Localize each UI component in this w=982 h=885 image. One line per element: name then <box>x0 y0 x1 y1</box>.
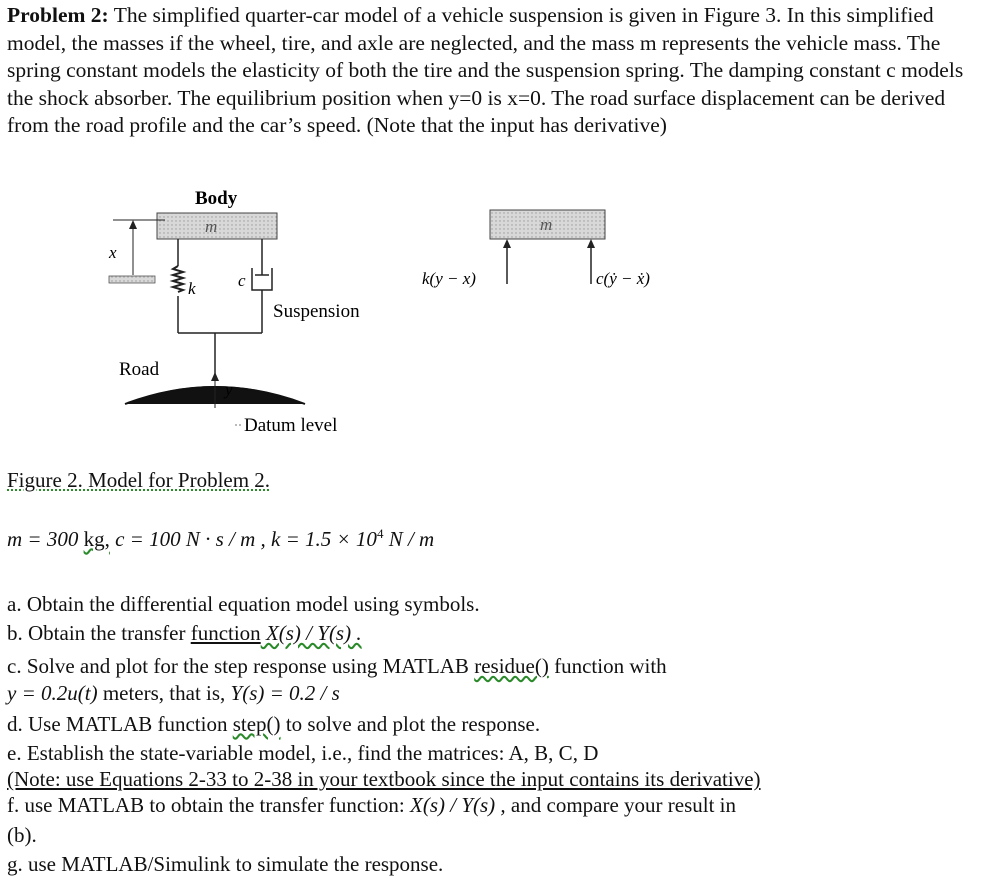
question-c <box>7 652 975 681</box>
problem-text: The simplified quarter-car model of a vehicle suspension is given in Figure 3. In this simplified model, the masses if the wheel, tire, and axle are neglected, and the mass m represents the vehicle mass. The spring constant models the elasticity of both the tire and the suspension spring. The damping constant c models the shock absorber. The equilibrium position when y=0 is x=0. The road surface displacement can be derived from the road profile and the car’s speed. (Note that the input has derivative) <box>7 3 964 138</box>
question-d-function: step() <box>232 711 281 736</box>
question-d-text: d. Use MATLAB function <box>7 711 233 736</box>
question-c-function: residue() <box>474 654 549 679</box>
question-list <box>7 590 975 879</box>
x-label: x <box>109 243 117 262</box>
question-f-math: X(s) / Y(s) , <box>410 793 506 818</box>
question-f-post: and compare your result in <box>505 793 737 818</box>
fbd-mass-label: m <box>540 215 553 234</box>
body-label: Body <box>195 188 238 209</box>
problem-statement <box>7 2 975 140</box>
question-d <box>7 710 975 739</box>
question-c-math2: Y(s) = 0.2 / s <box>230 680 340 705</box>
question-a: a. Obtain the differential equation model using symbols. <box>7 592 480 616</box>
fbd-damper-force-head <box>587 239 595 248</box>
question-c-line2 <box>7 679 975 708</box>
param-k-unit: N / m <box>383 527 435 551</box>
datum-label: Datum level <box>244 415 338 436</box>
c-label: c <box>238 271 246 290</box>
question-c-text: c. Solve and plot for the step response using MATLAB <box>7 654 475 679</box>
question-c-math1: y = 0.2u(t) <box>7 680 98 705</box>
question-b-math: X(s) / Y(s) . <box>260 621 362 646</box>
x-arrow-head <box>129 220 137 229</box>
road-label: Road <box>119 359 160 380</box>
param-m: m = 300 <box>7 527 79 551</box>
suspension-label: Suspension <box>273 301 360 322</box>
quarter-car-diagram <box>95 180 695 450</box>
spring-coil <box>173 266 183 292</box>
x-datum-marker <box>109 276 155 283</box>
figure-caption: Figure 2. Model for Problem 2. <box>7 468 271 492</box>
parameter-line <box>7 526 434 552</box>
question-f-text: f. use MATLAB to obtain the transfer function: <box>7 793 410 818</box>
body-mass-label: m <box>205 217 218 236</box>
y-label: y <box>225 380 233 399</box>
fbd-spring-force-label: k(y − x) <box>422 269 476 288</box>
question-g: g. use MATLAB/Simulink to simulate the response. <box>7 851 444 876</box>
param-c: c = 100 N · s / m , <box>115 527 266 551</box>
problem-label: Problem 2: <box>7 3 109 27</box>
question-f-line2: (b). <box>7 822 37 847</box>
question-e: e. Establish the state-variable model, i.e., find the matrices: A, B, C, D <box>7 741 599 766</box>
param-m-unit: kg, <box>83 527 110 551</box>
question-e-note: (Note: use Equations 2-33 to 2-38 in your textbook since the input contains its derivative) <box>7 767 761 792</box>
question-b-underlined: function <box>190 621 261 646</box>
question-c-mid: meters, that is, <box>97 680 231 705</box>
question-f <box>7 791 975 820</box>
question-d-post: to solve and plot the response. <box>280 711 541 736</box>
param-k-exponent: 4 <box>376 526 384 541</box>
fbd-spring-force-head <box>503 239 511 248</box>
fbd-damper-force-label: c(ẏ − ẋ) <box>596 269 650 288</box>
k-label: k <box>188 279 196 298</box>
y-arrow-head <box>211 372 219 381</box>
quarter-car-figure <box>95 180 695 450</box>
param-k: k = 1.5 × 10 <box>271 527 377 551</box>
question-b <box>7 619 975 648</box>
question-b-text: b. Obtain the transfer <box>7 621 191 646</box>
question-c-post: function with <box>548 654 667 679</box>
